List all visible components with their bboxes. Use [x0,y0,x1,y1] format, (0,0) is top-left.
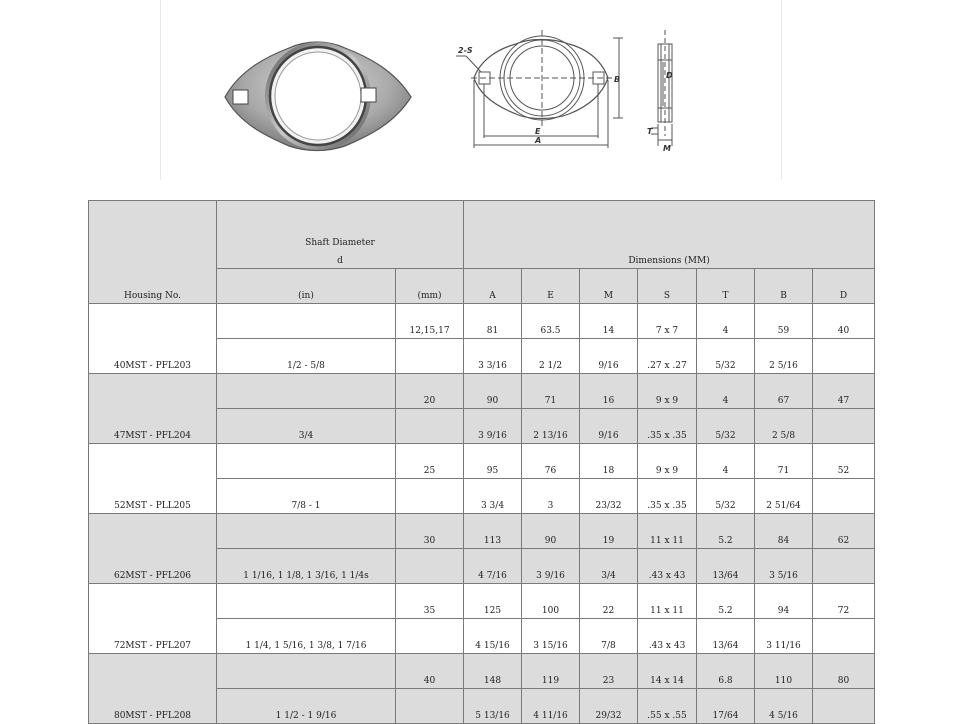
inch-blank-cell [217,444,396,479]
metric-cell: 84 [755,514,813,549]
side-view-drawing [651,30,672,146]
metric-cell: 110 [755,654,813,689]
d-blank-cell [813,339,875,374]
inch-blank-cell [217,374,396,409]
label-m: M [663,144,671,153]
d-blank-cell [813,549,875,584]
imperial-cell: 23/32 [580,479,638,514]
metric-cell: 16 [580,374,638,409]
label-t: T [647,127,653,136]
product-figure [160,0,782,180]
metric-cell: 100 [522,584,580,619]
flange-photo [225,42,411,151]
table-row [89,514,875,549]
metric-cell: 9 x 9 [638,444,697,479]
mm-blank-cell [396,549,464,584]
mm-blank-cell [396,689,464,724]
imperial-cell: 3 [522,479,580,514]
imperial-cell: 2 1/2 [522,339,580,374]
col-s-header: S [638,269,697,304]
metric-cell: 76 [522,444,580,479]
metric-cell: 90 [464,374,522,409]
imperial-cell: 9/16 [580,409,638,444]
metric-cell: 6.8 [697,654,755,689]
d-cell: 62 [813,514,875,549]
imperial-cell: 5/32 [697,339,755,374]
imperial-cell: 17/64 [697,689,755,724]
metric-cell: 19 [580,514,638,549]
d-blank-cell [813,409,875,444]
imperial-cell: 3 3/16 [464,339,522,374]
mm-blank-cell [396,409,464,444]
d-cell: 52 [813,444,875,479]
imperial-cell: .43 x 43 [638,619,697,654]
imperial-cell: 4 11/16 [522,689,580,724]
imperial-cell: 4 15/16 [464,619,522,654]
metric-cell: 14 x 14 [638,654,697,689]
mm-blank-cell [396,619,464,654]
imperial-cell: 5/32 [697,479,755,514]
mm-cell: 30 [396,514,464,549]
imperial-cell: 29/32 [580,689,638,724]
mm-header: (mm) [396,269,464,304]
dimensions-header: Dimensions (MM) [464,201,875,269]
label-a: A [535,136,542,145]
metric-cell: 94 [755,584,813,619]
shaft-diameter-title: Shaft Diameter [305,238,375,248]
inch-cell: 7/8 - 1 [217,479,396,514]
imperial-cell: 5 13/16 [464,689,522,724]
imperial-cell: .35 x .35 [638,479,697,514]
inch-header: (in) [217,269,396,304]
imperial-cell: .43 x 43 [638,549,697,584]
col-b-header: B [755,269,813,304]
mm-cell: 25 [396,444,464,479]
housing-no: 52MST - PLL205 [89,444,217,514]
header-row-1 [89,201,875,269]
metric-cell: 71 [755,444,813,479]
imperial-cell: 7/8 [580,619,638,654]
imperial-cell: 4 5/16 [755,689,813,724]
housing-no: 47MST - PFL204 [89,374,217,444]
metric-cell: 11 x 11 [638,584,697,619]
imperial-cell: .55 x .55 [638,689,697,724]
metric-cell: 4 [697,374,755,409]
mm-cell: 20 [396,374,464,409]
housing-no: 62MST - PFL206 [89,514,217,584]
metric-cell: 5.2 [697,514,755,549]
table-row [89,654,875,689]
metric-cell: 113 [464,514,522,549]
metric-cell: 11 x 11 [638,514,697,549]
housing-header: Housing No. [89,201,217,304]
imperial-cell: 2 5/8 [755,409,813,444]
imperial-cell: 13/64 [697,619,755,654]
imperial-cell: 3 5/16 [755,549,813,584]
table-row [89,304,875,339]
mm-cell: 40 [396,654,464,689]
flange-drawings [161,0,781,180]
col-a-header: A [464,269,522,304]
housing-no: 40MST - PFL203 [89,304,217,374]
metric-cell: 63.5 [522,304,580,339]
metric-cell: 67 [755,374,813,409]
d-cell: 40 [813,304,875,339]
metric-cell: 90 [522,514,580,549]
inch-cell: 1 1/2 - 1 9/16 [217,689,396,724]
mm-cell: 35 [396,584,464,619]
d-blank-cell [813,689,875,724]
inch-blank-cell [217,654,396,689]
mm-blank-cell [396,339,464,374]
metric-cell: 23 [580,654,638,689]
label-b: B [614,75,621,84]
shaft-diameter-header [217,201,464,269]
housing-no: 72MST - PFL207 [89,584,217,654]
metric-cell: 5.2 [697,584,755,619]
d-cell: 47 [813,374,875,409]
imperial-cell: 3/4 [580,549,638,584]
d-cell: 80 [813,654,875,689]
imperial-cell: 5/32 [697,409,755,444]
imperial-cell: 3 3/4 [464,479,522,514]
metric-cell: 9 x 9 [638,374,697,409]
inch-cell: 1/2 - 5/8 [217,339,396,374]
imperial-cell: 13/64 [697,549,755,584]
metric-cell: 7 x 7 [638,304,697,339]
inch-cell: 1 1/4, 1 5/16, 1 3/8, 1 7/16 [217,619,396,654]
imperial-cell: 3 9/16 [464,409,522,444]
d-blank-cell [813,619,875,654]
imperial-cell: .27 x .27 [638,339,697,374]
col-e-header: E [522,269,580,304]
dimension-table [88,200,875,724]
col-d-header: D [813,269,875,304]
metric-cell: 148 [464,654,522,689]
imperial-cell: 2 51/64 [755,479,813,514]
imperial-cell: 4 7/16 [464,549,522,584]
table-row [89,584,875,619]
table-row [89,444,875,479]
metric-cell: 22 [580,584,638,619]
metric-cell: 71 [522,374,580,409]
label-s: 2-S [458,46,473,55]
col-m-header: M [580,269,638,304]
imperial-cell: .35 x .35 [638,409,697,444]
metric-cell: 4 [697,304,755,339]
d-blank-cell [813,479,875,514]
metric-cell: 18 [580,444,638,479]
inch-blank-cell [217,584,396,619]
mm-blank-cell [396,479,464,514]
metric-cell: 59 [755,304,813,339]
shaft-diameter-symbol: d [337,256,343,266]
imperial-cell: 2 13/16 [522,409,580,444]
metric-cell: 81 [464,304,522,339]
imperial-cell: 2 5/16 [755,339,813,374]
metric-cell: 14 [580,304,638,339]
table-row [89,374,875,409]
imperial-cell: 3 15/16 [522,619,580,654]
housing-no: 80MST - PFL208 [89,654,217,724]
label-e: E [535,127,541,136]
inch-blank-cell [217,514,396,549]
inch-cell: 3/4 [217,409,396,444]
imperial-cell: 9/16 [580,339,638,374]
inch-blank-cell [217,304,396,339]
label-d: D [666,71,673,80]
mm-cell: 12,15,17 [396,304,464,339]
inch-cell: 1 1/16, 1 1/8, 1 3/16, 1 1/4s [217,549,396,584]
d-cell: 72 [813,584,875,619]
metric-cell: 4 [697,444,755,479]
metric-cell: 119 [522,654,580,689]
imperial-cell: 3 11/16 [755,619,813,654]
metric-cell: 125 [464,584,522,619]
col-t-header: T [697,269,755,304]
imperial-cell: 3 9/16 [522,549,580,584]
metric-cell: 95 [464,444,522,479]
